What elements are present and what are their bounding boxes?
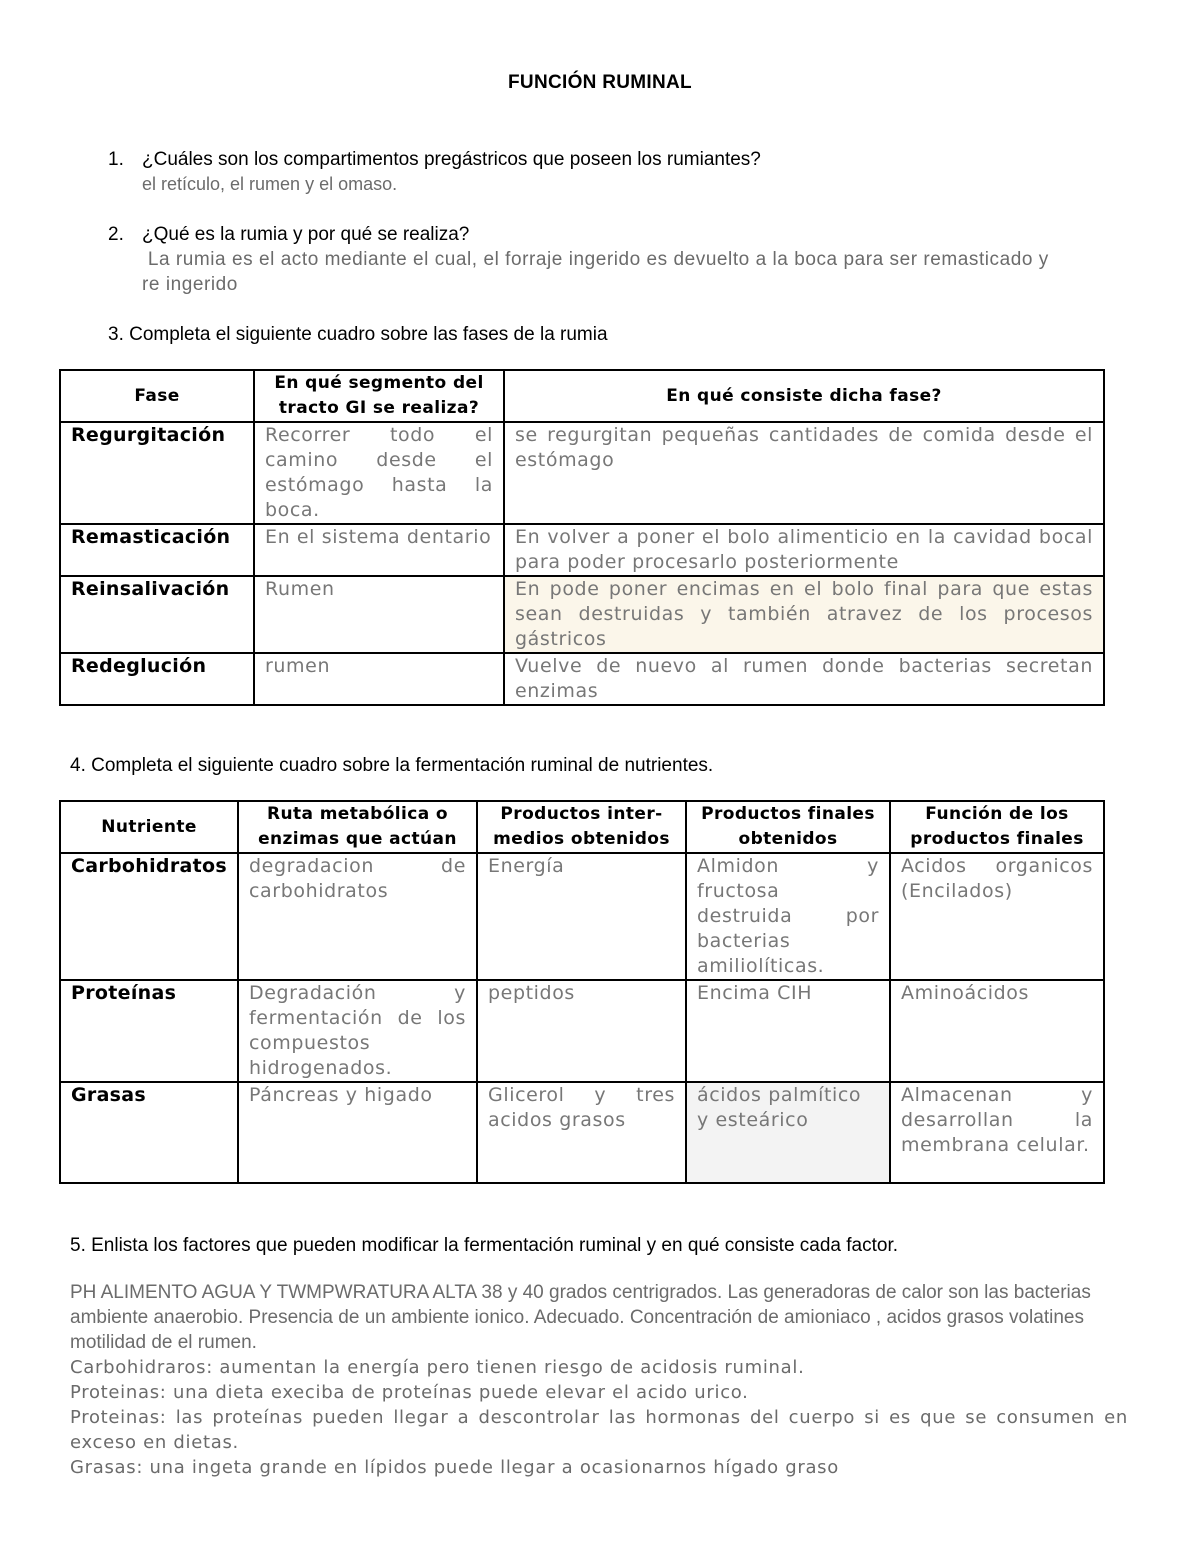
factors-paragraph: PH ALIMENTO AGUA Y TWMPWRATURA ALTA 38 y 40 grados centrigrados. Las generadoras de calor son las bacterias ambiente anaerobio. Presencia de un ambiente ionico. Adecuado. Concentración de amioniaco , acidos grasos volatines motilidad de el rumen.	[70, 1282, 1091, 1353]
table-row	[60, 1082, 1104, 1183]
factor-proteins-2: Proteinas: las proteínas pueden llegar a descontrolar las hormonas del cuerpo si es que se consumen en exceso en dietas.	[70, 1407, 1128, 1453]
phase-segment: En el sistema dentario	[254, 524, 504, 576]
phase-segment: Recorrer todo el camino desde el estómago hasta la boca.	[254, 422, 504, 524]
table-row	[60, 980, 1104, 1082]
final-products: ácidos palmítico y esteárico	[686, 1082, 890, 1183]
table-row	[60, 422, 1104, 524]
intermediate-products: peptidos	[477, 980, 686, 1082]
metabolic-route: degradacion de carbohidratos	[238, 853, 477, 980]
question-4: 4. Completa el siguiente cuadro sobre la fermentación ruminal de nutrientes.	[70, 755, 714, 776]
question-5: 5. Enlista los factores que pueden modificar la fermentación ruminal y en qué consiste cada factor.	[70, 1235, 899, 1256]
header-fase: Fase	[60, 370, 254, 422]
nutrient-fermentation-table	[59, 800, 1105, 1184]
intermediate-products: Energía	[477, 853, 686, 980]
final-products-function: Aminoácidos	[890, 980, 1104, 1082]
final-products-function: Acidos organicos (Encilados)	[890, 853, 1104, 980]
table-row	[60, 653, 1104, 705]
intermediate-products: Glicerol y tres acidos grasos	[477, 1082, 686, 1183]
factor-fats: Grasas: una ingeta grande en lípidos puede llegar a ocasionarnos hígado graso	[70, 1457, 839, 1478]
phase-name: Remasticación	[60, 524, 254, 576]
answer-text-line-1: La rumia es el acto mediante el cual, el forraje ingerido es devuelto a la boca para ser remasticado y	[142, 249, 1049, 270]
question-number: 1.	[108, 149, 124, 170]
table-header-row	[60, 801, 1104, 853]
nutrient-name: Carbohidratos	[60, 853, 238, 980]
header-nutriente: Nutriente	[60, 801, 238, 853]
question-text: ¿Cuáles son los compartimentos pregástricos que poseen los rumiantes?	[142, 149, 761, 170]
final-products: Encima CIH	[686, 980, 890, 1082]
rumia-phases-table	[59, 369, 1105, 706]
phase-name: Reinsalivación	[60, 576, 254, 653]
header-funcion: Función de los productos finales	[890, 801, 1104, 853]
final-products-function: Almacenan y desarrollan la membrana celular.	[890, 1082, 1104, 1183]
metabolic-route: Páncreas y higado	[238, 1082, 477, 1183]
question-2	[108, 222, 1132, 297]
factor-proteins-1: Proteinas: una dieta execiba de proteínas puede elevar el acido urico.	[70, 1382, 749, 1403]
header-segmento: En qué segmento del tracto GI se realiza?	[254, 370, 504, 422]
phase-segment: Rumen	[254, 576, 504, 653]
final-products: Almidon y fructosa destruida por bacterias amiliolíticas.	[686, 853, 890, 980]
phase-description: Vuelve de nuevo al rumen donde bacterias secretan enzimas	[504, 653, 1104, 705]
phase-name: Redeglución	[60, 653, 254, 705]
factor-carbohydrates: Carbohidraros: aumentan la energía pero tienen riesgo de acidosis ruminal.	[70, 1357, 805, 1378]
phase-name: Regurgitación	[60, 422, 254, 524]
question-1	[108, 147, 1128, 197]
header-intermedios: Productos inter-medios obtenidos	[477, 801, 686, 853]
nutrient-name: Proteínas	[60, 980, 238, 1082]
table-row	[60, 853, 1104, 980]
document-title: FUNCIÓN RUMINAL	[508, 72, 692, 93]
table-row	[60, 524, 1104, 576]
phase-segment: rumen	[254, 653, 504, 705]
answer-text: el retículo, el rumen y el omaso.	[142, 174, 398, 194]
question-5-answer	[70, 1280, 1128, 1480]
answer-text-line-2: re ingerido	[142, 274, 238, 295]
phase-description: En volver a poner el bolo alimenticio en la cavidad bocal para poder procesarlo posteriormente	[504, 524, 1104, 576]
table-header-row	[60, 370, 1104, 422]
question-number: 2.	[108, 224, 124, 245]
question-text: ¿Qué es la rumia y por qué se realiza?	[142, 224, 470, 245]
header-ruta: Ruta metabólica o enzimas que actúan	[238, 801, 477, 853]
phase-description: En pode poner encimas en el bolo final para que estas sean destruidas y también atravez de los procesos gástricos	[504, 576, 1104, 653]
header-finales: Productos finales obtenidos	[686, 801, 890, 853]
metabolic-route: Degradación y fermentación de los compuestos hidrogenados.	[238, 980, 477, 1082]
phase-description: se regurgitan pequeñas cantidades de comida desde el estómago	[504, 422, 1104, 524]
question-3: 3. Completa el siguiente cuadro sobre las fases de la rumia	[108, 324, 608, 345]
table-row	[60, 576, 1104, 653]
nutrient-name: Grasas	[60, 1082, 238, 1183]
header-consiste: En qué consiste dicha fase?	[504, 370, 1104, 422]
